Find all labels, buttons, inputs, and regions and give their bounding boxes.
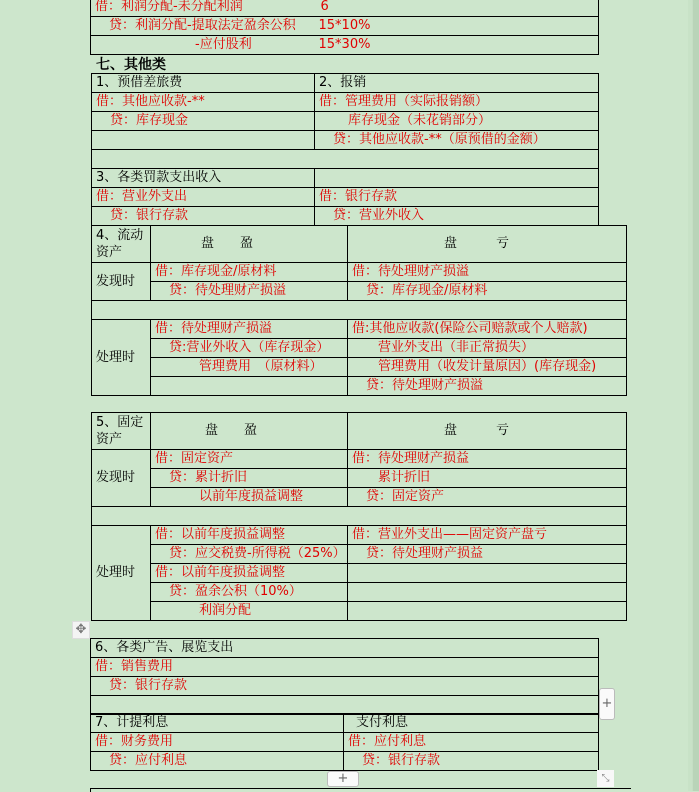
table-row xyxy=(92,545,627,564)
advertising-table xyxy=(90,638,599,715)
empty-cell[interactable] xyxy=(92,150,599,169)
entry-cell[interactable]: 借：待处理财产损溢 xyxy=(151,320,348,339)
entry-cell[interactable]: 贷：待处理财产损益 xyxy=(348,545,627,564)
entry-cell[interactable]: 贷：固定资产 xyxy=(348,488,627,507)
table-row xyxy=(91,0,599,17)
table-row xyxy=(92,169,599,188)
header-cell[interactable]: 2、报销 xyxy=(315,74,599,93)
table-row xyxy=(91,696,599,715)
table-row xyxy=(92,413,627,450)
entry-cell[interactable]: 贷：银行存款 xyxy=(91,677,599,696)
row-label[interactable]: 发现时 xyxy=(92,450,151,507)
table-row xyxy=(92,564,627,583)
header-cell[interactable] xyxy=(315,169,599,188)
column-header-surplus[interactable]: 盘 盈 xyxy=(151,413,348,450)
header-cell[interactable]: 6、各类广告、展览支出 xyxy=(91,639,599,658)
table-row xyxy=(92,507,627,526)
entry-cell[interactable]: 贷：累计折旧 xyxy=(151,469,348,488)
table-resize-icon[interactable]: ⤡ xyxy=(597,770,614,787)
column-header-surplus[interactable]: 盘 盈 xyxy=(151,226,348,263)
row-label[interactable]: 处理时 xyxy=(92,320,151,396)
entry-cell[interactable] xyxy=(92,131,315,150)
table-row xyxy=(92,469,627,488)
add-row-button[interactable]: + xyxy=(327,771,359,787)
empty-cell[interactable] xyxy=(92,507,627,526)
entry-cell[interactable]: 以前年度损益调整 xyxy=(151,488,348,507)
table-row xyxy=(92,131,599,150)
table-row xyxy=(91,36,599,55)
table-row xyxy=(92,339,627,358)
table-row xyxy=(92,377,627,396)
value-cell[interactable]: 15*10% xyxy=(317,17,599,36)
table-row xyxy=(92,263,627,282)
penalty-table xyxy=(91,168,599,226)
entry-cell[interactable]: -应付股利 xyxy=(91,36,317,55)
table-row xyxy=(92,150,599,169)
entry-cell[interactable]: 管理费用（收发计量原因）(库存现金) xyxy=(348,358,627,377)
entry-cell[interactable]: 贷：库存现金 xyxy=(92,112,315,131)
entry-cell[interactable]: 贷：库存现金/原材料 xyxy=(348,282,627,301)
empty-cell[interactable] xyxy=(151,377,348,396)
entry-cell[interactable]: 借：待处理财产损益 xyxy=(348,450,627,469)
table-row xyxy=(92,488,627,507)
table-row xyxy=(92,450,627,469)
current-assets-table xyxy=(91,225,627,396)
entry-cell[interactable]: 借：应付利息 xyxy=(344,733,599,752)
empty-cell[interactable] xyxy=(348,583,627,602)
entry-cell[interactable]: 借：待处理财产损溢 xyxy=(348,263,627,282)
table-row xyxy=(92,526,627,545)
entry-cell[interactable]: 利润分配 xyxy=(151,602,348,621)
table-row xyxy=(92,602,627,621)
table-row xyxy=(92,282,627,301)
entry-cell[interactable]: 贷：应交税费-所得税（25%） xyxy=(151,545,348,564)
table-row xyxy=(92,301,627,320)
row-label[interactable]: 处理时 xyxy=(92,526,151,621)
table-row xyxy=(92,74,599,93)
entry-cell[interactable]: 借：营业外支出 xyxy=(92,188,315,207)
table-row xyxy=(92,320,627,339)
table-row xyxy=(92,188,599,207)
entry-cell[interactable]: 贷：利润分配-提取法定盈余公积 xyxy=(91,17,317,36)
table-row xyxy=(92,112,599,131)
entry-cell[interactable]: 累计折旧 xyxy=(348,469,627,488)
table-row xyxy=(92,226,627,263)
entry-cell[interactable]: 贷：待处理财产损溢 xyxy=(151,282,348,301)
table-row xyxy=(91,658,599,677)
section-heading: 七、其他类 xyxy=(96,57,166,73)
entry-cell[interactable]: 贷：应付利息 xyxy=(91,752,344,771)
table-row xyxy=(91,733,599,752)
entry-cell[interactable]: 借：销售费用 xyxy=(91,658,599,677)
entry-cell[interactable]: 借：以前年度损益调整 xyxy=(151,526,348,545)
table-move-icon[interactable]: ✥ xyxy=(72,621,90,639)
entry-cell[interactable]: 贷：其他应收款-**（原预借的金额） xyxy=(315,131,599,150)
empty-cell[interactable] xyxy=(91,696,599,715)
fixed-assets-table xyxy=(91,412,627,621)
empty-cell[interactable] xyxy=(92,301,627,320)
table-row xyxy=(92,207,599,226)
table-row xyxy=(92,583,627,602)
column-header-shortage[interactable]: 盘 亏 xyxy=(348,413,627,450)
table-row xyxy=(92,93,599,112)
entry-cell[interactable]: 贷：盈余公积（10%） xyxy=(151,583,348,602)
entry-cell[interactable]: 借：利润分配-未分配利润 xyxy=(91,0,317,17)
interest-table xyxy=(90,713,599,771)
entry-cell[interactable]: 贷:营业外收入（库存现金） xyxy=(151,339,348,358)
corner-label[interactable]: 4、流动资产 xyxy=(92,226,151,263)
entry-cell[interactable]: 借：银行存款 xyxy=(315,188,599,207)
empty-cell[interactable] xyxy=(348,602,627,621)
entry-cell[interactable]: 贷：待处理财产损溢 xyxy=(348,377,627,396)
header-cell[interactable]: 1、预借差旅费 xyxy=(92,74,315,93)
entry-cell[interactable]: 库存现金（未花销部分） xyxy=(315,112,599,131)
table-row xyxy=(91,639,599,658)
entry-cell[interactable]: 贷：银行存款 xyxy=(92,207,315,226)
table-row xyxy=(91,677,599,696)
value-cell[interactable]: 15*30% xyxy=(317,36,599,55)
travel-expense-table xyxy=(91,73,599,169)
corner-label[interactable]: 5、固定资产 xyxy=(92,413,151,450)
table-row xyxy=(91,17,599,36)
entry-cell[interactable]: 借：固定资产 xyxy=(151,450,348,469)
entry-cell[interactable]: 借：财务费用 xyxy=(91,733,344,752)
entry-cell[interactable]: 借：以前年度损益调整 xyxy=(151,564,348,583)
value-cell[interactable]: 6 xyxy=(317,0,599,17)
table-row xyxy=(91,714,599,733)
entry-cell[interactable]: 借：管理费用（实际报销额） xyxy=(315,93,599,112)
add-column-button[interactable]: + xyxy=(599,688,615,720)
next-table-border xyxy=(90,788,631,792)
entry-cell[interactable]: 贷：银行存款 xyxy=(344,752,599,771)
entry-cell[interactable]: 借：营业外支出——固定资产盘亏 xyxy=(348,526,627,545)
table-row xyxy=(92,358,627,377)
vertical-scrollbar[interactable] xyxy=(692,0,699,791)
header-cell[interactable]: 3、各类罚款支出收入 xyxy=(92,169,315,188)
entry-cell[interactable]: 贷：营业外收入 xyxy=(315,207,599,226)
column-header-shortage[interactable]: 盘 亏 xyxy=(348,226,627,263)
table-row xyxy=(91,752,599,771)
row-label[interactable]: 发现时 xyxy=(92,263,151,301)
entry-cell[interactable]: 借：库存现金/原材料 xyxy=(151,263,348,282)
empty-cell[interactable] xyxy=(348,564,627,583)
header-cell[interactable]: 7、计提利息 xyxy=(91,714,344,733)
profit-distribution-table xyxy=(90,0,599,55)
entry-cell[interactable]: 营业外支出（非正常损失） xyxy=(348,339,627,358)
entry-cell[interactable]: 管理费用 （原材料） xyxy=(151,358,348,377)
entry-cell[interactable]: 借：其他应收款-** xyxy=(92,93,315,112)
entry-cell[interactable]: 借:其他应收款(保险公司赔款或个人赔款) xyxy=(348,320,627,339)
header-cell[interactable]: 支付利息 xyxy=(344,714,599,733)
